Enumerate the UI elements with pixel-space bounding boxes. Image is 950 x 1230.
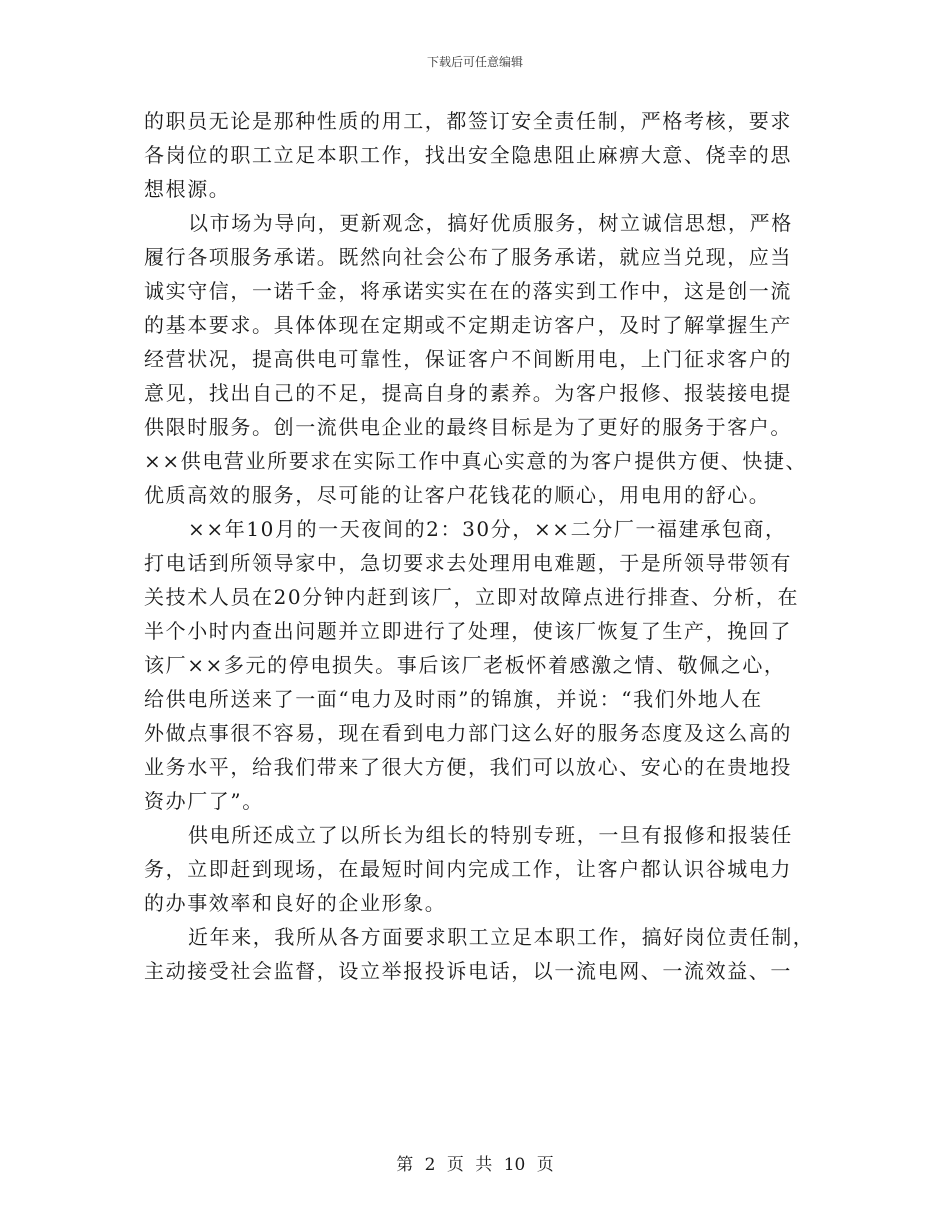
- body-line-24: 的办事效率和良好的企业形象。: [144, 891, 447, 915]
- body-line-21: 资办厂了”。: [144, 789, 264, 813]
- body-line-19: 外做点事很不容易，现在看到电力部门这么好的服务态度及这么高的: [144, 721, 792, 745]
- document-body: [144, 104, 815, 988]
- body-line-26: 主动接受社会监督，设立举报投诉电话，以一流电网、一流效益、一: [144, 959, 792, 983]
- body-line-22: 供电所还成立了以所长为组长的特别专班，一旦有报修和报装任: [188, 823, 793, 847]
- body-line-18: 给供电所送来了一面“电力及时雨”的锦旗，并说：“我们外地人在: [144, 687, 763, 711]
- body-line-1: 的职员无论是那种性质的用工，都签订安全责任制，严格考核，要求: [144, 109, 792, 133]
- body-line-10: 供限时服务。创一流供电企业的最终目标是为了更好的服务于客户。: [144, 415, 792, 439]
- body-line-13: ××年10月的一天夜间的2：30分，××二分厂一福建承包商，: [188, 517, 787, 541]
- body-line-5: 履行各项服务承诺。既然向社会公布了服务承诺，就应当兑现，应当: [144, 245, 792, 269]
- body-line-25: 近年来，我所从各方面要求职工立足本职工作，搞好岗位责任制，: [188, 925, 815, 949]
- body-line-15: 关技术人员在20分钟内赶到该厂，立即对故障点进行排查、分析，在: [144, 585, 800, 609]
- body-line-20: 业务水平，给我们带来了很大方便，我们可以放心、安心的在贵地投: [144, 755, 792, 779]
- body-line-23: 务，立即赶到现场，在最短时间内完成工作，让客户都认识谷城电力: [144, 857, 792, 881]
- body-line-12: 优质高效的服务，尽可能的让客户花钱花的顺心，用电用的舒心。: [144, 483, 771, 507]
- body-line-7: 的基本要求。具体体现在定期或不定期走访客户，及时了解掌握生产: [144, 313, 792, 337]
- body-line-4: 以市场为导向，更新观念，搞好优质服务，树立诚信思想，严格: [188, 211, 793, 235]
- body-line-16: 半个小时内查出问题并立即进行了处理，使该厂恢复了生产，挽回了: [144, 619, 792, 643]
- body-line-6: 诚实守信，一诺千金，将承诺实实在在的落实到工作中，这是创一流: [144, 279, 792, 303]
- body-line-14: 打电话到所领导家中，急切要求去处理用电难题，于是所领导带领有: [144, 551, 792, 575]
- body-line-2: 各岗位的职工立足本职工作，找出安全隐患阻止麻痹大意、侥幸的思: [144, 143, 792, 167]
- body-line-8: 经营状况，提高供电可靠性，保证客户不间断用电，上门征求客户的: [144, 347, 792, 371]
- body-line-9: 意见，找出自己的不足，提高自身的素养。为客户报修、报装接电提: [144, 381, 792, 405]
- body-line-3: 想根源。: [144, 177, 231, 201]
- page-number: 第 2 页 共 10 页: [396, 1155, 554, 1175]
- body-line-17: 该厂××多元的停电损失。事后该厂老板怀着感激之情、敬佩之心，: [144, 653, 786, 677]
- page-header-note: 下载后可任意编辑: [426, 55, 523, 69]
- body-line-11: ××供电营业所要求在实际工作中真心实意的为客户提供方便、快捷、: [144, 449, 808, 473]
